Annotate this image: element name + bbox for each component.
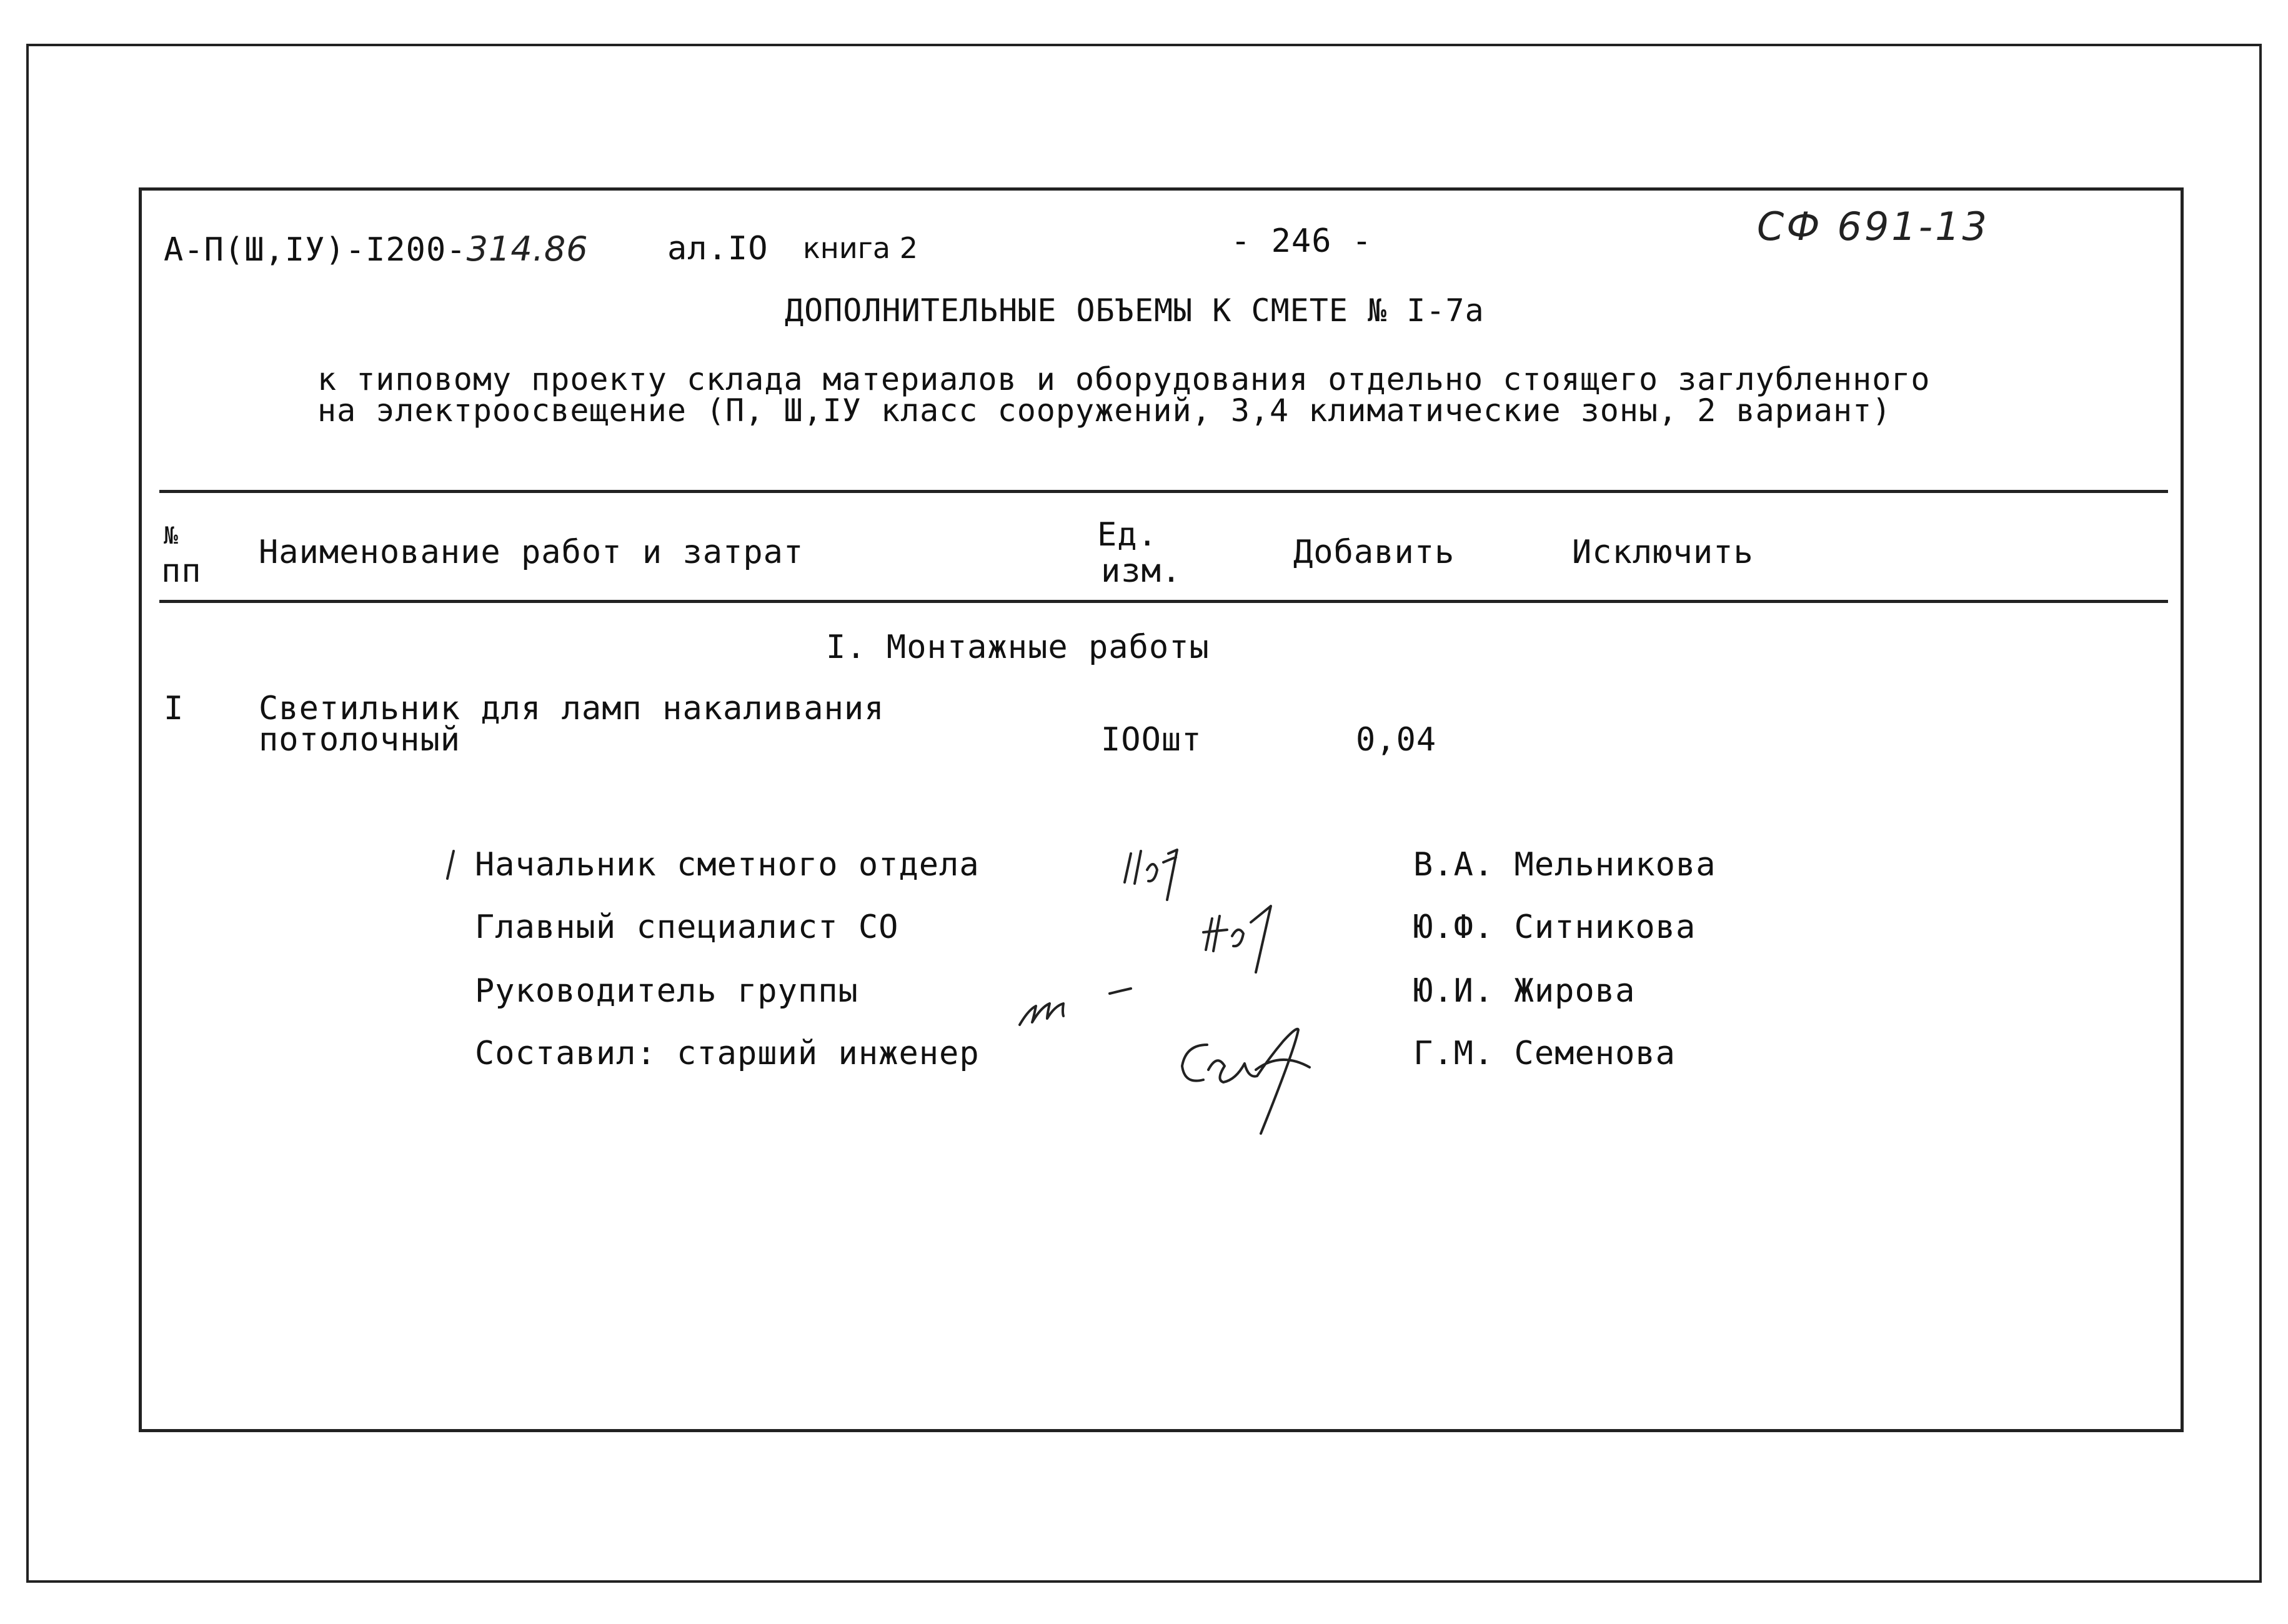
col-number-header-bottom: пп [161, 552, 202, 590]
document-code-handwritten: 314.86 [466, 229, 589, 269]
col-number-header-top: № [164, 522, 178, 549]
row-add-value: 0,04 [1356, 721, 1437, 759]
document-code: А-П(Ш,IУ)-I200-314.86 [164, 229, 589, 269]
row-name-line-1: Светильник для ламп накаливания [259, 690, 885, 727]
signature-name-2: Ю.Ф. Ситникова [1413, 909, 1696, 946]
col-name-header: Наименование работ и затрат [259, 534, 804, 571]
col-unit-header-top: Ед. [1097, 516, 1158, 554]
row-number: I [164, 690, 184, 727]
col-exclude-header: Исключить [1572, 534, 1754, 571]
signature-name-4: Г.М. Семенова [1413, 1035, 1676, 1072]
table-header-rule [159, 600, 2168, 603]
col-add-header: Добавить [1293, 534, 1455, 571]
document-title: ДОПОЛНИТЕЛЬНЫЕ ОБЪЕМЫ К СМЕТЕ № I-7а [785, 292, 1485, 329]
signature-name-1: В.А. Мельникова [1413, 846, 1716, 884]
signature-position-1: Начальник сметного отдела [475, 846, 980, 884]
book-number: книга 2 [803, 231, 918, 265]
row-name-line-2: потолочный [259, 721, 461, 759]
table-top-rule [159, 490, 2168, 493]
subtitle-line-1: к типовому проекту склада материалов и оборудования отдельно стоящего заглубленного [317, 361, 1931, 397]
subtitle-line-2: на электроосвещение (П, Ш,IУ класс сооружений, 3,4 климатические зоны, 2 вариант) [317, 392, 1892, 429]
page-number: - 246 - [1231, 222, 1373, 260]
signature-position-2: Главный специалист СО [475, 909, 899, 946]
col-unit-header-bottom: изм. [1101, 552, 1182, 590]
album-number: ал.IO [667, 230, 768, 267]
section-title: I. Монтажные работы [826, 629, 1210, 666]
row-unit: IOOшт [1101, 721, 1202, 759]
signature-position-4: Составил: старший инженер [475, 1035, 980, 1072]
signature-position-3: Руководитель группы [475, 972, 858, 1010]
archive-stamp: СФ 691-13 [1757, 204, 1989, 249]
signature-name-3: Ю.И. Жирова [1413, 972, 1636, 1010]
